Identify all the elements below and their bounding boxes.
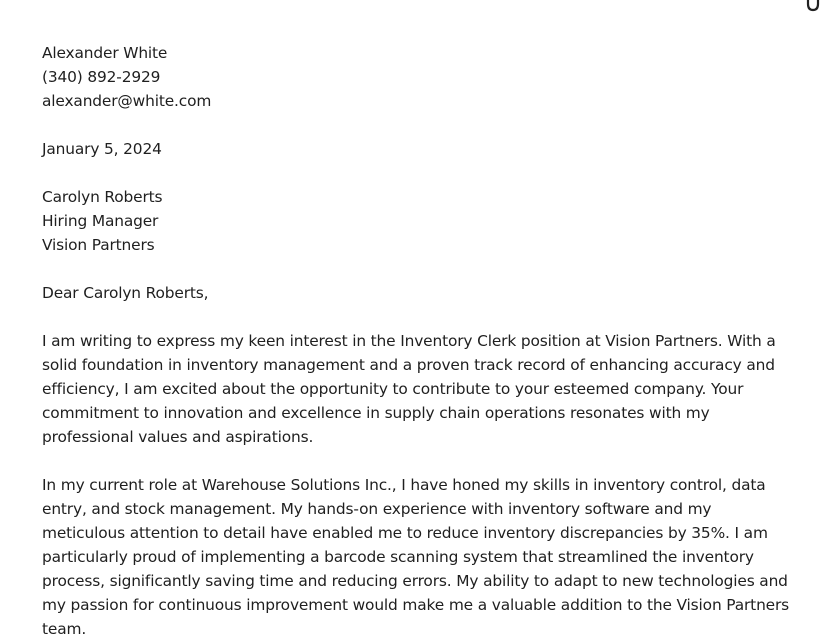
recipient-company: Vision Partners xyxy=(42,236,155,254)
cursor-handle-icon xyxy=(806,0,820,14)
cover-letter xyxy=(42,41,794,641)
sender-block xyxy=(42,41,794,113)
salutation: Dear Carolyn Roberts, xyxy=(42,284,209,302)
recipient-name: Carolyn Roberts xyxy=(42,188,163,206)
sender-name: Alexander White xyxy=(42,44,168,62)
recipient-block xyxy=(42,185,794,257)
sender-email: alexander@white.com xyxy=(42,92,212,110)
body-paragraph-1: I am writing to express my keen interest in the Inventory Clerk position at Vision Partners. With a solid foundation in inventory management and a proven track record of enhancing accuracy and efficiency, I am excited about the opportunity to contribute to your esteemed company. Your commitment to innovation and excellence in supply chain operations resonates with my professional values and aspirations. xyxy=(42,332,776,446)
recipient-title: Hiring Manager xyxy=(42,212,159,230)
letter-date: January 5, 2024 xyxy=(42,140,162,158)
body-paragraph-2: In my current role at Warehouse Solutions Inc., I have honed my skills in inventory control, data entry, and stock management. My hands-on experience with inventory software and my meticulous attention to detail have enabled me to reduce inventory discrepancies by 35%. I am particularly proud of implementing a barcode scanning system that streamlined the inventory process, significantly saving time and reducing errors. My ability to adapt to new technologies and my passion for continuous improvement would make me a valuable addition to the Vision Partners team. xyxy=(42,476,790,638)
sender-phone: (340) 892-2929 xyxy=(42,68,161,86)
